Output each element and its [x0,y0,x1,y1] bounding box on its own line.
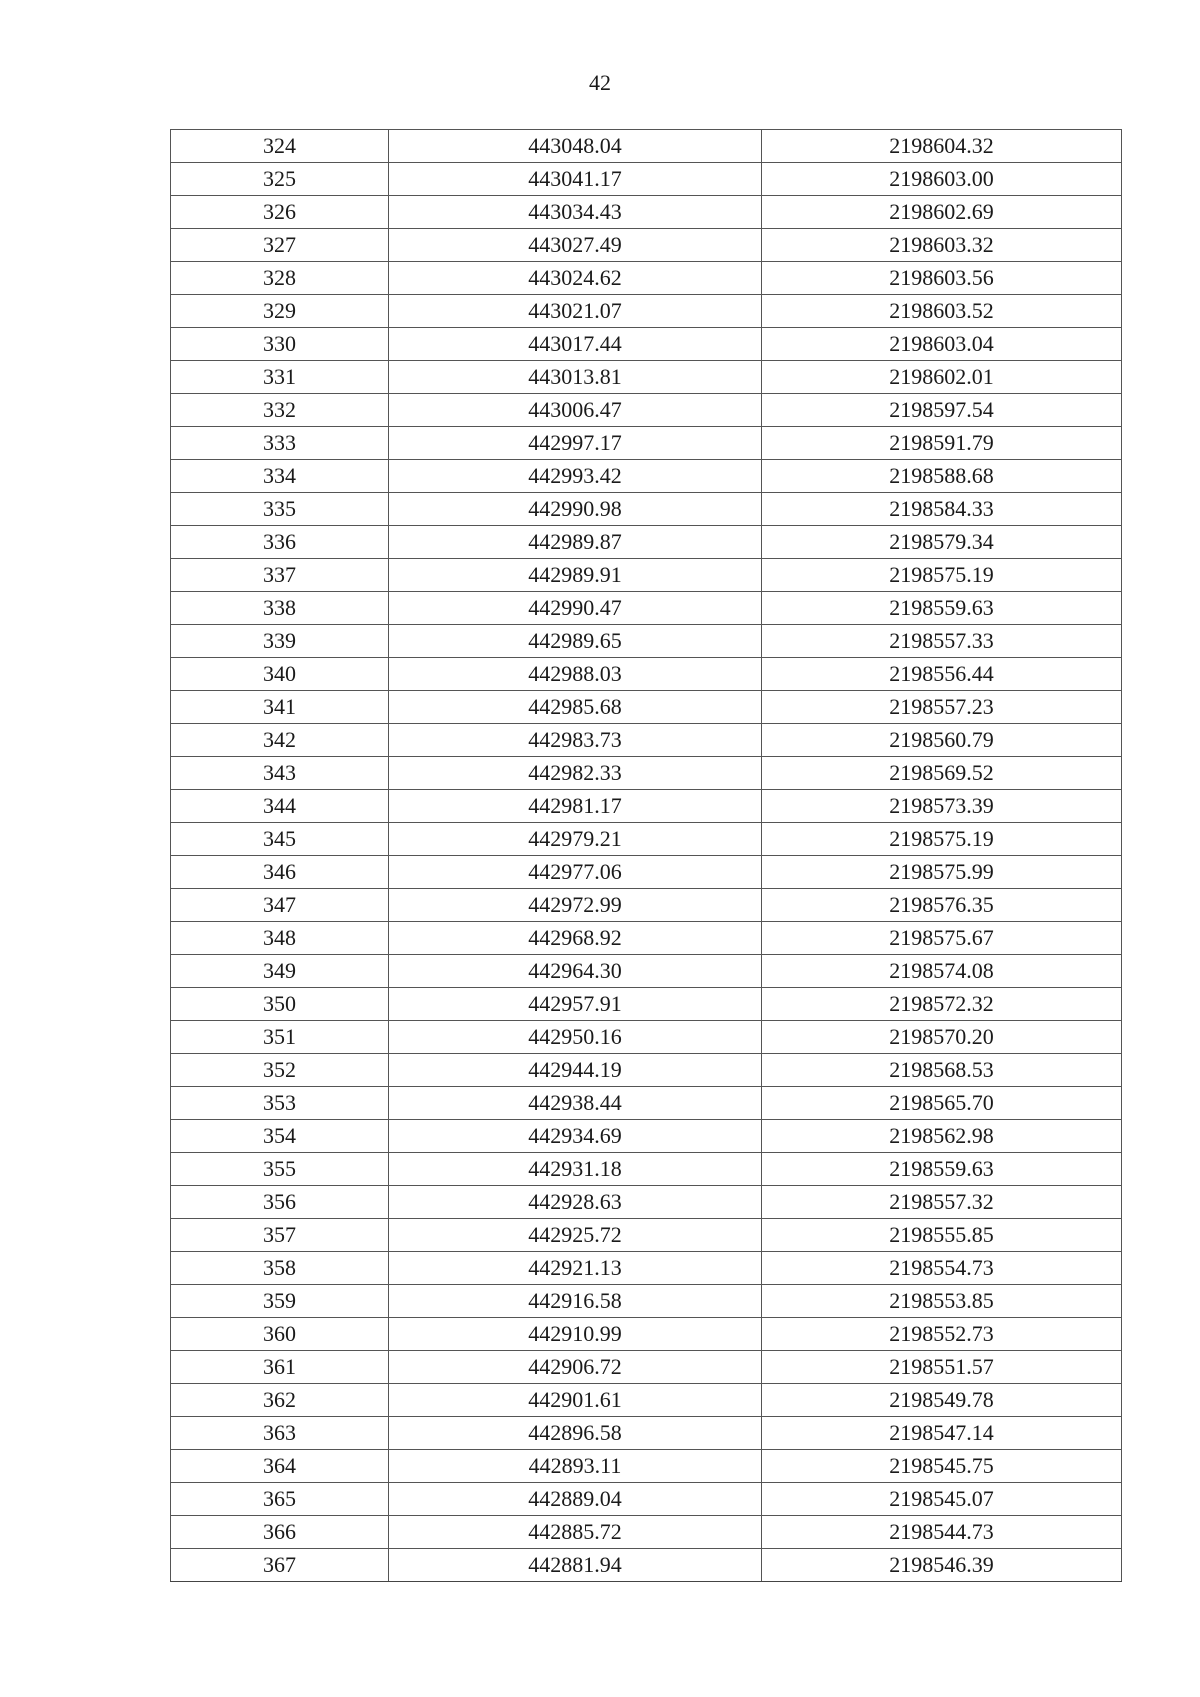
point-number-cell: 336 [171,526,389,559]
x-coordinate-cell: 442896.58 [389,1417,762,1450]
table-row [171,1450,1122,1483]
point-number-cell: 350 [171,988,389,1021]
x-coordinate-cell: 442928.63 [389,1186,762,1219]
point-number-cell: 334 [171,460,389,493]
y-coordinate-cell: 2198588.68 [762,460,1122,493]
y-coordinate-cell: 2198603.32 [762,229,1122,262]
y-coordinate-cell: 2198562.98 [762,1120,1122,1153]
y-coordinate-cell: 2198553.85 [762,1285,1122,1318]
point-number-cell: 328 [171,262,389,295]
point-number-cell: 352 [171,1054,389,1087]
point-number-cell: 338 [171,592,389,625]
point-number-cell: 343 [171,757,389,790]
point-number-cell: 359 [171,1285,389,1318]
y-coordinate-cell: 2198569.52 [762,757,1122,790]
x-coordinate-cell: 442910.99 [389,1318,762,1351]
table-row [171,196,1122,229]
point-number-cell: 327 [171,229,389,262]
point-number-cell: 346 [171,856,389,889]
x-coordinate-cell: 442893.11 [389,1450,762,1483]
point-number-cell: 329 [171,295,389,328]
y-coordinate-cell: 2198544.73 [762,1516,1122,1549]
table-row [171,658,1122,691]
y-coordinate-cell: 2198602.01 [762,361,1122,394]
table-row [171,1351,1122,1384]
x-coordinate-cell: 442921.13 [389,1252,762,1285]
y-coordinate-cell: 2198575.19 [762,823,1122,856]
table-row [171,526,1122,559]
y-coordinate-cell: 2198604.32 [762,130,1122,163]
table-row [171,460,1122,493]
point-number-cell: 356 [171,1186,389,1219]
point-number-cell: 355 [171,1153,389,1186]
point-number-cell: 364 [171,1450,389,1483]
x-coordinate-cell: 442901.61 [389,1384,762,1417]
x-coordinate-cell: 442989.65 [389,625,762,658]
x-coordinate-cell: 442990.47 [389,592,762,625]
y-coordinate-cell: 2198559.63 [762,1153,1122,1186]
table-row [171,1219,1122,1252]
y-coordinate-cell: 2198554.73 [762,1252,1122,1285]
x-coordinate-cell: 442985.68 [389,691,762,724]
y-coordinate-cell: 2198545.07 [762,1483,1122,1516]
table-row [171,955,1122,988]
table-row [171,691,1122,724]
y-coordinate-cell: 2198575.19 [762,559,1122,592]
y-coordinate-cell: 2198574.08 [762,955,1122,988]
table-row [171,130,1122,163]
point-number-cell: 345 [171,823,389,856]
table-row [171,163,1122,196]
point-number-cell: 349 [171,955,389,988]
table-row [171,1483,1122,1516]
x-coordinate-cell: 442968.92 [389,922,762,955]
point-number-cell: 331 [171,361,389,394]
y-coordinate-cell: 2198565.70 [762,1087,1122,1120]
point-number-cell: 348 [171,922,389,955]
table-row [171,295,1122,328]
y-coordinate-cell: 2198575.67 [762,922,1122,955]
y-coordinate-cell: 2198579.34 [762,526,1122,559]
point-number-cell: 342 [171,724,389,757]
x-coordinate-cell: 442981.17 [389,790,762,823]
x-coordinate-cell: 442964.30 [389,955,762,988]
point-number-cell: 360 [171,1318,389,1351]
x-coordinate-cell: 442972.99 [389,889,762,922]
table-row [171,1054,1122,1087]
table-row [171,1516,1122,1549]
y-coordinate-cell: 2198555.85 [762,1219,1122,1252]
table-row [171,1285,1122,1318]
x-coordinate-cell: 443021.07 [389,295,762,328]
x-coordinate-cell: 442990.98 [389,493,762,526]
x-coordinate-cell: 443024.62 [389,262,762,295]
y-coordinate-cell: 2198602.69 [762,196,1122,229]
x-coordinate-cell: 443017.44 [389,328,762,361]
table-row [171,394,1122,427]
table-row [171,1318,1122,1351]
point-number-cell: 363 [171,1417,389,1450]
point-number-cell: 337 [171,559,389,592]
y-coordinate-cell: 2198552.73 [762,1318,1122,1351]
point-number-cell: 366 [171,1516,389,1549]
x-coordinate-cell: 442931.18 [389,1153,762,1186]
point-number-cell: 357 [171,1219,389,1252]
x-coordinate-cell: 443048.04 [389,130,762,163]
table-row [171,1549,1122,1582]
point-number-cell: 325 [171,163,389,196]
point-number-cell: 358 [171,1252,389,1285]
x-coordinate-cell: 442916.58 [389,1285,762,1318]
table-row [171,625,1122,658]
y-coordinate-cell: 2198603.52 [762,295,1122,328]
table-row [171,724,1122,757]
x-coordinate-cell: 442988.03 [389,658,762,691]
point-number-cell: 339 [171,625,389,658]
y-coordinate-cell: 2198557.23 [762,691,1122,724]
y-coordinate-cell: 2198603.56 [762,262,1122,295]
point-number-cell: 362 [171,1384,389,1417]
table-row [171,229,1122,262]
x-coordinate-cell: 442979.21 [389,823,762,856]
x-coordinate-cell: 442938.44 [389,1087,762,1120]
table-row [171,493,1122,526]
table-row [171,757,1122,790]
x-coordinate-cell: 443041.17 [389,163,762,196]
table-row [171,262,1122,295]
point-number-cell: 354 [171,1120,389,1153]
y-coordinate-cell: 2198546.39 [762,1549,1122,1582]
x-coordinate-cell: 442957.91 [389,988,762,1021]
x-coordinate-cell: 442950.16 [389,1021,762,1054]
point-number-cell: 333 [171,427,389,460]
y-coordinate-cell: 2198547.14 [762,1417,1122,1450]
y-coordinate-cell: 2198568.53 [762,1054,1122,1087]
point-number-cell: 353 [171,1087,389,1120]
table-row [171,1384,1122,1417]
point-number-cell: 365 [171,1483,389,1516]
y-coordinate-cell: 2198584.33 [762,493,1122,526]
page-number: 42 [589,70,611,95]
y-coordinate-cell: 2198551.57 [762,1351,1122,1384]
table-row [171,856,1122,889]
point-number-cell: 326 [171,196,389,229]
y-coordinate-cell: 2198603.04 [762,328,1122,361]
x-coordinate-cell: 442925.72 [389,1219,762,1252]
table-row [171,1153,1122,1186]
point-number-cell: 344 [171,790,389,823]
x-coordinate-cell: 442982.33 [389,757,762,790]
x-coordinate-cell: 442889.04 [389,1483,762,1516]
y-coordinate-cell: 2198560.79 [762,724,1122,757]
x-coordinate-cell: 442934.69 [389,1120,762,1153]
point-number-cell: 351 [171,1021,389,1054]
y-coordinate-cell: 2198549.78 [762,1384,1122,1417]
table-row [171,1021,1122,1054]
table-row [171,592,1122,625]
x-coordinate-cell: 442993.42 [389,460,762,493]
x-coordinate-cell: 442983.73 [389,724,762,757]
x-coordinate-cell: 442989.87 [389,526,762,559]
x-coordinate-cell: 442997.17 [389,427,762,460]
y-coordinate-cell: 2198597.54 [762,394,1122,427]
table-row [171,1417,1122,1450]
point-number-cell: 324 [171,130,389,163]
y-coordinate-cell: 2198591.79 [762,427,1122,460]
point-number-cell: 340 [171,658,389,691]
y-coordinate-cell: 2198603.00 [762,163,1122,196]
point-number-cell: 330 [171,328,389,361]
point-number-cell: 332 [171,394,389,427]
table-row [171,988,1122,1021]
x-coordinate-cell: 442989.91 [389,559,762,592]
table-row [171,1252,1122,1285]
y-coordinate-cell: 2198559.63 [762,592,1122,625]
table-row [171,361,1122,394]
point-number-cell: 341 [171,691,389,724]
y-coordinate-cell: 2198545.75 [762,1450,1122,1483]
x-coordinate-cell: 443006.47 [389,394,762,427]
table-row [171,427,1122,460]
y-coordinate-cell: 2198572.32 [762,988,1122,1021]
y-coordinate-cell: 2198557.32 [762,1186,1122,1219]
y-coordinate-cell: 2198575.99 [762,856,1122,889]
table-row [171,922,1122,955]
y-coordinate-cell: 2198557.33 [762,625,1122,658]
x-coordinate-cell: 442944.19 [389,1054,762,1087]
point-number-cell: 335 [171,493,389,526]
x-coordinate-cell: 443027.49 [389,229,762,262]
point-number-cell: 367 [171,1549,389,1582]
y-coordinate-cell: 2198570.20 [762,1021,1122,1054]
point-number-cell: 361 [171,1351,389,1384]
x-coordinate-cell: 442881.94 [389,1549,762,1582]
table-row [171,1120,1122,1153]
table-row [171,823,1122,856]
table-row [171,559,1122,592]
x-coordinate-cell: 442885.72 [389,1516,762,1549]
table-row [171,328,1122,361]
x-coordinate-cell: 442906.72 [389,1351,762,1384]
coordinates-table-body [171,130,1122,1582]
x-coordinate-cell: 443034.43 [389,196,762,229]
coordinates-table [170,129,1122,1582]
x-coordinate-cell: 442977.06 [389,856,762,889]
table-row [171,790,1122,823]
y-coordinate-cell: 2198573.39 [762,790,1122,823]
y-coordinate-cell: 2198576.35 [762,889,1122,922]
table-row [171,1087,1122,1120]
y-coordinate-cell: 2198556.44 [762,658,1122,691]
table-row [171,1186,1122,1219]
point-number-cell: 347 [171,889,389,922]
table-row [171,889,1122,922]
x-coordinate-cell: 443013.81 [389,361,762,394]
